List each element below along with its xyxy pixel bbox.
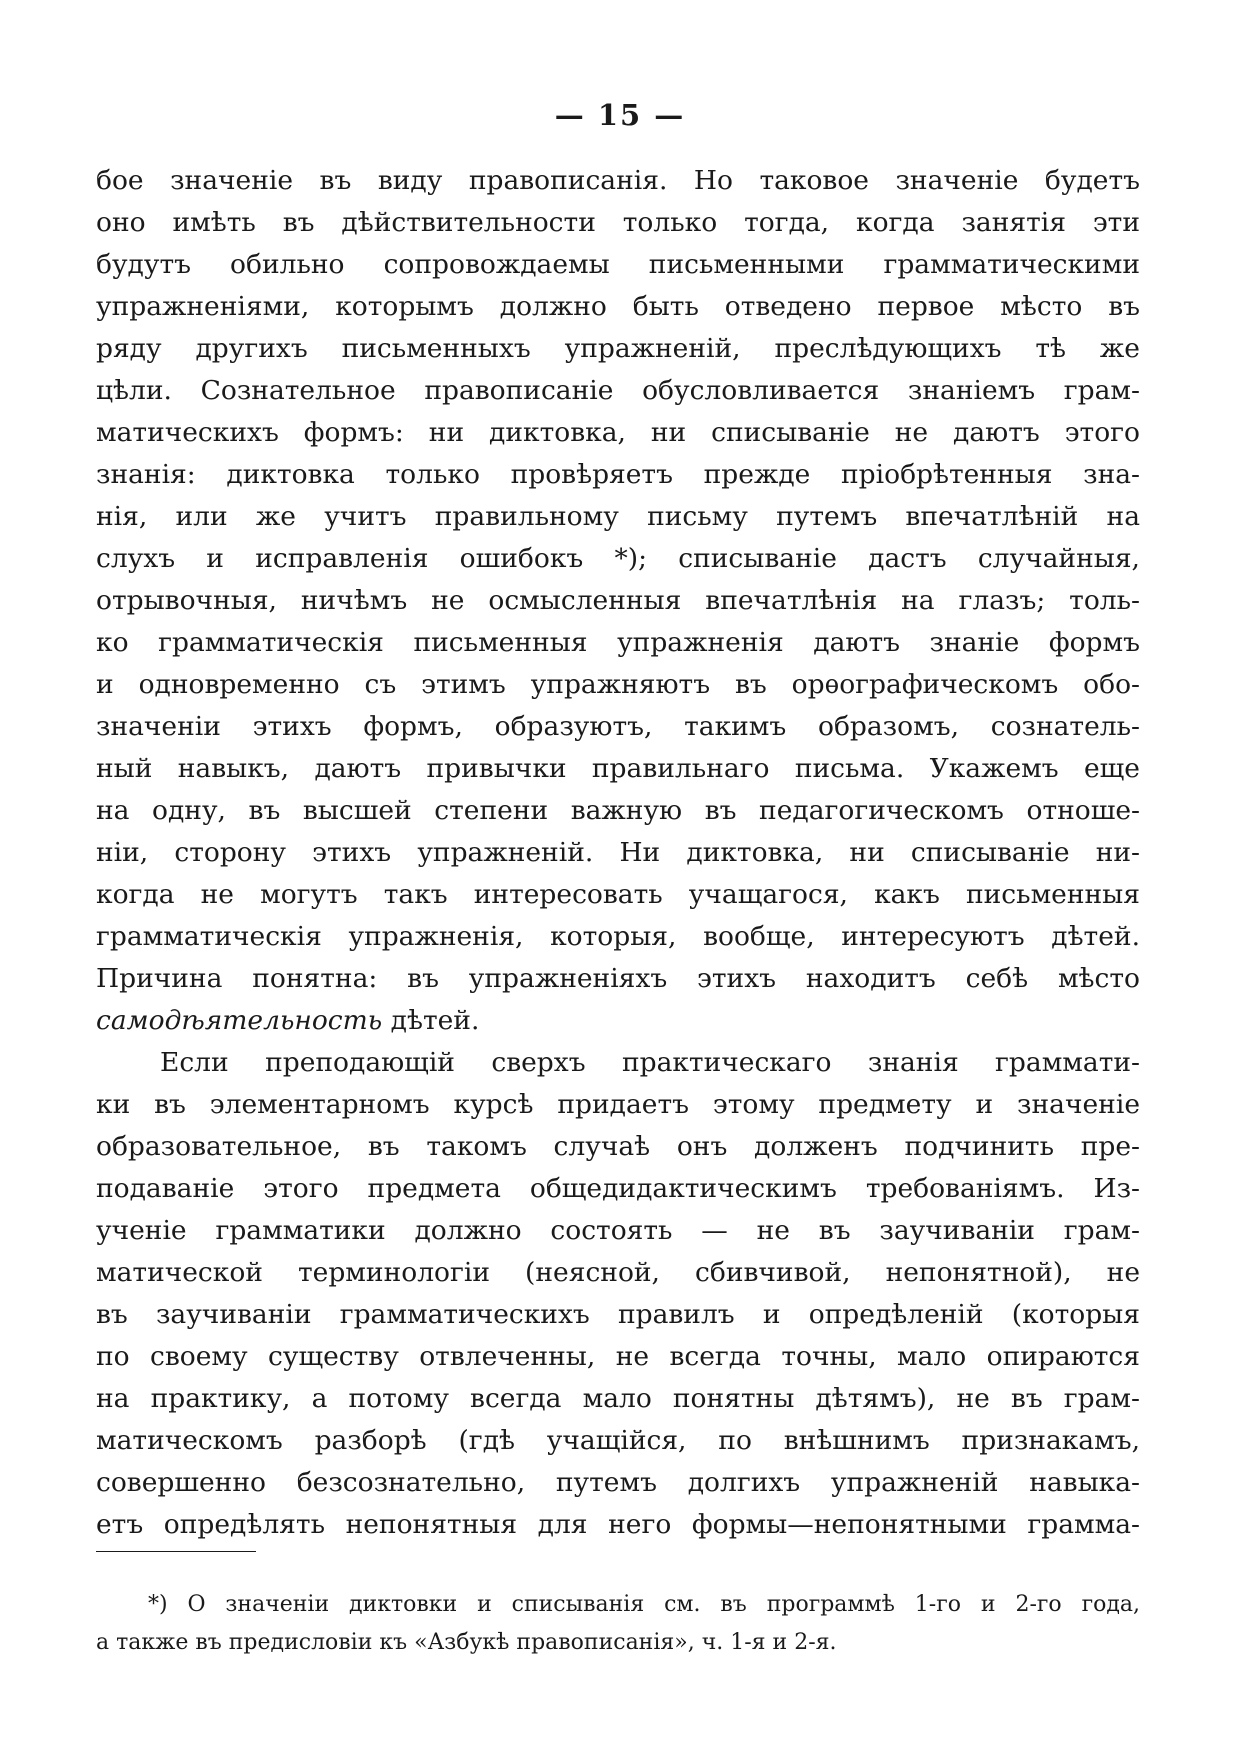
text-line: ряду другихъ письменныхъ упражненій, преслѣдующихъ тѣ же bbox=[96, 333, 1140, 364]
text-line-last bbox=[96, 1000, 1140, 1042]
text-line: знанія: диктовка только провѣряетъ прежде пріобрѣтенныя зна- bbox=[96, 459, 1140, 490]
footnote-divider bbox=[96, 1551, 256, 1552]
text-line: оно имѣть въ дѣйствительности только тогда, когда занятія эти bbox=[96, 207, 1140, 238]
text-line: на практику, а потому всегда мало понятны дѣтямъ), не въ грам- bbox=[96, 1383, 1140, 1414]
text-line: и одновременно съ этимъ упражняютъ въ орѳографическомъ обо- bbox=[96, 669, 1140, 700]
footnote-line: а также въ предисловіи къ «Азбукѣ правописанія», ч. 1-я и 2-я. bbox=[96, 1630, 837, 1655]
text-line: Причина понятна: въ упражненіяхъ этихъ находитъ себѣ мѣсто bbox=[96, 963, 1140, 994]
text-line: совершенно безсознательно, путемъ долгихъ упражненій навыка- bbox=[96, 1467, 1140, 1498]
footnote-line: *) О значеніи диктовки и списыванія см. въ программѣ 1-го и 2-го года, bbox=[148, 1592, 1140, 1617]
text-line: ко грамматическія письменныя упражненія даютъ знаніе формъ bbox=[96, 627, 1140, 658]
text-line: нія, или же учитъ правильному письму путемъ впечатлѣній на bbox=[96, 501, 1140, 532]
page-number: — 15 — bbox=[554, 98, 686, 132]
text-line: бое значеніе въ виду правописанія. Но таковое значеніе будетъ bbox=[96, 165, 1140, 196]
text-line: матической терминологіи (неясной, сбивчивой, непонятной), не bbox=[96, 1257, 1140, 1288]
text-line: ки въ элементарномъ курсѣ придаетъ этому предмету и значеніе bbox=[96, 1089, 1140, 1120]
italic-emphasis: самодѣятельность bbox=[96, 1005, 383, 1036]
text-line: цѣли. Сознательное правописаніе обусловливается знаніемъ грам- bbox=[96, 375, 1140, 406]
text-line: когда не могутъ такъ интересовать учащагося, какъ письменныя bbox=[96, 879, 1140, 910]
text-line: по своему существу отвлеченны, не всегда точны, мало опираются bbox=[96, 1341, 1140, 1372]
text-fragment: дѣтей. bbox=[382, 1005, 480, 1036]
text-line: ученіе грамматики должно состоять — не въ заучиваніи грам- bbox=[96, 1215, 1140, 1246]
text-line: подаваніе этого предмета общедидактическимъ требованіямъ. Из- bbox=[96, 1173, 1140, 1204]
text-line: упражненіями, которымъ должно быть отведено первое мѣсто въ bbox=[96, 291, 1140, 322]
text-line: ніи, сторону этихъ упражненій. Ни диктовка, ни списываніе ни- bbox=[96, 837, 1140, 868]
footnote bbox=[96, 1586, 1140, 1662]
text-line: будутъ обильно сопровождаемы письменными грамматическими bbox=[96, 249, 1140, 280]
main-text bbox=[96, 160, 1140, 1546]
text-line: образовательное, въ такомъ случаѣ онъ долженъ подчинить пре- bbox=[96, 1131, 1140, 1162]
text-line: грамматическія упражненія, которыя, вообще, интересуютъ дѣтей. bbox=[96, 921, 1140, 952]
text-line: на одну, въ высшей степени важную въ педагогическомъ отноше- bbox=[96, 795, 1140, 826]
text-line: матическомъ разборѣ (гдѣ учащійся, по внѣшнимъ признакамъ, bbox=[96, 1425, 1140, 1456]
text-line: отрывочныя, ничѣмъ не осмысленныя впечатлѣнія на глазъ; толь- bbox=[96, 585, 1140, 616]
text-line: слухъ и исправленія ошибокъ *); списываніе дастъ случайныя, bbox=[96, 543, 1140, 574]
text-line: етъ опредѣлять непонятныя для него формы—непонятными грамма- bbox=[96, 1509, 1140, 1540]
paragraph-first-line: Если преподающій сверхъ практическаго знанія граммати- bbox=[160, 1047, 1140, 1078]
text-line: матическихъ формъ: ни диктовка, ни списываніе не даютъ этого bbox=[96, 417, 1140, 448]
text-line: значеніи этихъ формъ, образуютъ, такимъ образомъ, сознатель- bbox=[96, 711, 1140, 742]
text-line: ный навыкъ, даютъ привычки правильнаго письма. Укажемъ еще bbox=[96, 753, 1140, 784]
text-line: въ заучиваніи грамматическихъ правилъ и опредѣленій (которыя bbox=[96, 1299, 1140, 1330]
